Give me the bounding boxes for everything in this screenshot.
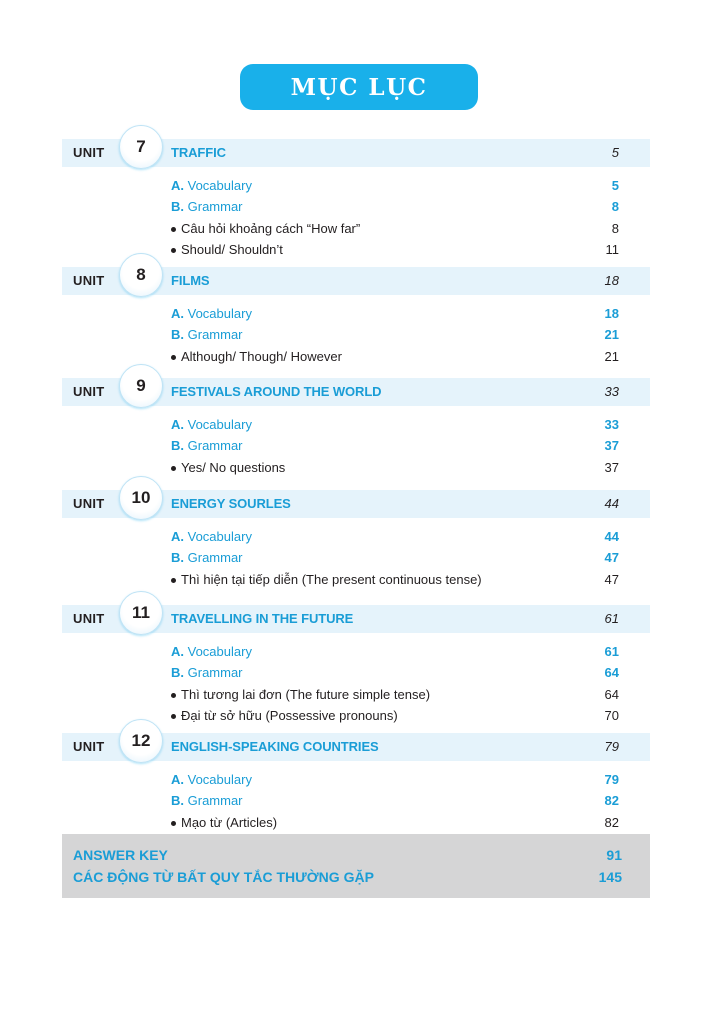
section-letter: B. <box>171 792 184 808</box>
unit-number-badge: 7 <box>119 125 163 169</box>
bullet-icon <box>171 355 176 360</box>
topic-page-number: 70 <box>604 707 619 723</box>
unit-title: FESTIVALS AROUND THE WORLD <box>171 384 382 399</box>
section-page-number: 21 <box>604 326 619 342</box>
topic-label <box>171 814 277 832</box>
section-letter: B. <box>171 664 184 680</box>
section-page-number: 33 <box>604 417 619 432</box>
section-name: Vocabulary <box>187 772 252 787</box>
topic-page-number: 82 <box>604 815 619 830</box>
section-entry[interactable] <box>171 177 619 195</box>
topic-entry[interactable] <box>171 241 619 259</box>
appendix-row-irregular-verbs[interactable] <box>73 867 622 887</box>
section-name: Vocabulary <box>187 644 252 659</box>
section-entry[interactable] <box>171 528 619 546</box>
topic-page-number: 21 <box>604 349 619 364</box>
topic-entry[interactable] <box>171 686 619 704</box>
unit-page-number: 33 <box>604 384 619 399</box>
section-name: Vocabulary <box>187 306 252 321</box>
unit-title: FILMS <box>171 273 210 288</box>
section-name: Vocabulary <box>187 529 252 544</box>
section-label <box>171 177 252 195</box>
unit-header[interactable] <box>62 267 650 295</box>
topic-entry[interactable] <box>171 571 619 589</box>
unit-header[interactable] <box>62 139 650 167</box>
unit-title: TRAVELLING IN THE FUTURE <box>171 611 354 626</box>
appendix-label: CÁC ĐỘNG TỪ BẤT QUY TẮC THƯỜNG GẶP <box>73 869 374 885</box>
topic-label <box>171 220 360 238</box>
unit-label: UNIT <box>73 273 105 288</box>
unit-header[interactable] <box>62 490 650 518</box>
topic-label <box>171 348 342 366</box>
section-entry[interactable] <box>171 305 619 323</box>
section-label <box>171 305 252 323</box>
topic-page-number: 37 <box>604 460 619 475</box>
topic-label <box>171 459 285 477</box>
section-entry[interactable] <box>171 326 619 344</box>
unit-label: UNIT <box>73 384 105 399</box>
topic-text: Mạo từ (Articles) <box>181 815 278 830</box>
section-name: Vocabulary <box>187 178 252 193</box>
topic-text: Thì tương lai đơn (The future simple tense) <box>181 687 431 702</box>
appendix-page: 91 <box>606 847 622 863</box>
section-name: Grammar <box>187 664 243 680</box>
unit-page-number: 18 <box>604 273 619 288</box>
section-letter: A. <box>171 178 184 193</box>
appendix-page: 145 <box>598 869 622 885</box>
section-letter: B. <box>171 549 184 565</box>
bullet-icon <box>171 248 176 253</box>
section-label <box>171 643 252 661</box>
unit-label: UNIT <box>73 739 105 754</box>
unit-title: ENERGY SOURLES <box>171 496 291 511</box>
topic-text: Yes/ No questions <box>181 460 286 475</box>
topic-entry[interactable] <box>171 707 619 725</box>
section-page-number: 79 <box>604 772 619 787</box>
topic-entry[interactable] <box>171 814 619 832</box>
section-page-number: 18 <box>604 306 619 321</box>
topic-page-number: 47 <box>604 572 619 587</box>
section-entry[interactable] <box>171 664 619 682</box>
section-page-number: 44 <box>604 529 619 544</box>
appendix-row-answer-key[interactable] <box>73 845 622 865</box>
section-label <box>171 198 243 216</box>
topic-label <box>171 707 398 725</box>
section-page-number: 47 <box>604 549 619 565</box>
topic-entry[interactable] <box>171 220 619 238</box>
section-letter: A. <box>171 644 184 659</box>
topic-label <box>171 686 430 704</box>
topic-page-number: 11 <box>605 241 619 257</box>
topic-entry[interactable] <box>171 348 619 366</box>
section-page-number: 37 <box>604 437 619 453</box>
unit-page-number: 44 <box>604 496 619 511</box>
unit-page-number: 61 <box>604 611 619 626</box>
unit-header[interactable] <box>62 605 650 633</box>
bullet-icon <box>171 578 176 583</box>
section-letter: B. <box>171 437 184 453</box>
topic-page-number: 8 <box>611 221 619 236</box>
topic-page-number: 64 <box>604 687 619 702</box>
section-letter: A. <box>171 772 184 787</box>
section-page-number: 5 <box>611 178 619 193</box>
topic-text: Đại từ sở hữu (Possessive pronouns) <box>181 707 398 723</box>
unit-number-badge: 12 <box>119 719 163 763</box>
bullet-icon <box>171 466 176 471</box>
section-entry[interactable] <box>171 416 619 434</box>
unit-number-badge: 9 <box>119 364 163 408</box>
section-letter: A. <box>171 417 184 432</box>
section-entry[interactable] <box>171 198 619 216</box>
section-label <box>171 326 243 344</box>
bullet-icon <box>171 693 176 698</box>
unit-label: UNIT <box>73 496 105 511</box>
section-label <box>171 792 243 810</box>
section-letter: B. <box>171 326 184 342</box>
unit-page-number: 5 <box>611 145 619 160</box>
section-name: Grammar <box>187 437 243 453</box>
section-entry[interactable] <box>171 643 619 661</box>
section-entry[interactable] <box>171 792 619 810</box>
section-entry[interactable] <box>171 437 619 455</box>
topic-text: Should/ Shouldn’t <box>181 241 283 257</box>
section-letter: A. <box>171 529 184 544</box>
section-name: Grammar <box>187 549 243 565</box>
section-name: Grammar <box>187 326 243 342</box>
section-page-number: 82 <box>604 792 619 808</box>
topic-text: Although/ Though/ However <box>181 349 342 364</box>
section-page-number: 64 <box>604 664 619 680</box>
bullet-icon <box>171 714 176 719</box>
section-page-number: 61 <box>604 644 619 659</box>
section-entry[interactable] <box>171 549 619 567</box>
section-name: Vocabulary <box>187 417 252 432</box>
section-name: Grammar <box>187 198 243 214</box>
bullet-icon <box>171 821 176 826</box>
section-label <box>171 771 252 789</box>
unit-number-badge: 10 <box>119 476 163 520</box>
section-name: Grammar <box>187 792 243 808</box>
unit-number-badge: 11 <box>119 591 163 635</box>
topic-label <box>171 241 283 259</box>
topic-text: Thì hiện tại tiếp diễn (The present continuous tense) <box>181 572 482 587</box>
unit-title: ENGLISH-SPEAKING COUNTRIES <box>171 739 379 754</box>
topic-entry[interactable] <box>171 459 619 477</box>
section-label <box>171 528 252 546</box>
unit-page-number: 79 <box>604 739 619 754</box>
section-label <box>171 664 243 682</box>
appendix-box <box>62 834 650 898</box>
section-label <box>171 549 243 567</box>
topic-text: Câu hỏi khoảng cách “How far” <box>181 221 361 236</box>
unit-label: UNIT <box>73 611 105 626</box>
unit-header[interactable] <box>62 733 650 761</box>
unit-label: UNIT <box>73 145 105 160</box>
section-label <box>171 437 243 455</box>
section-letter: B. <box>171 198 184 214</box>
section-letter: A. <box>171 306 184 321</box>
topic-label <box>171 571 482 589</box>
bullet-icon <box>171 227 176 232</box>
unit-title: TRAFFIC <box>171 145 226 160</box>
appendix-label: ANSWER KEY <box>73 847 168 863</box>
section-label <box>171 416 252 434</box>
section-page-number: 8 <box>611 198 619 214</box>
unit-number-badge: 8 <box>119 253 163 297</box>
unit-header[interactable] <box>62 378 650 406</box>
section-entry[interactable] <box>171 771 619 789</box>
page-title: MỤC LỤC <box>240 64 478 110</box>
